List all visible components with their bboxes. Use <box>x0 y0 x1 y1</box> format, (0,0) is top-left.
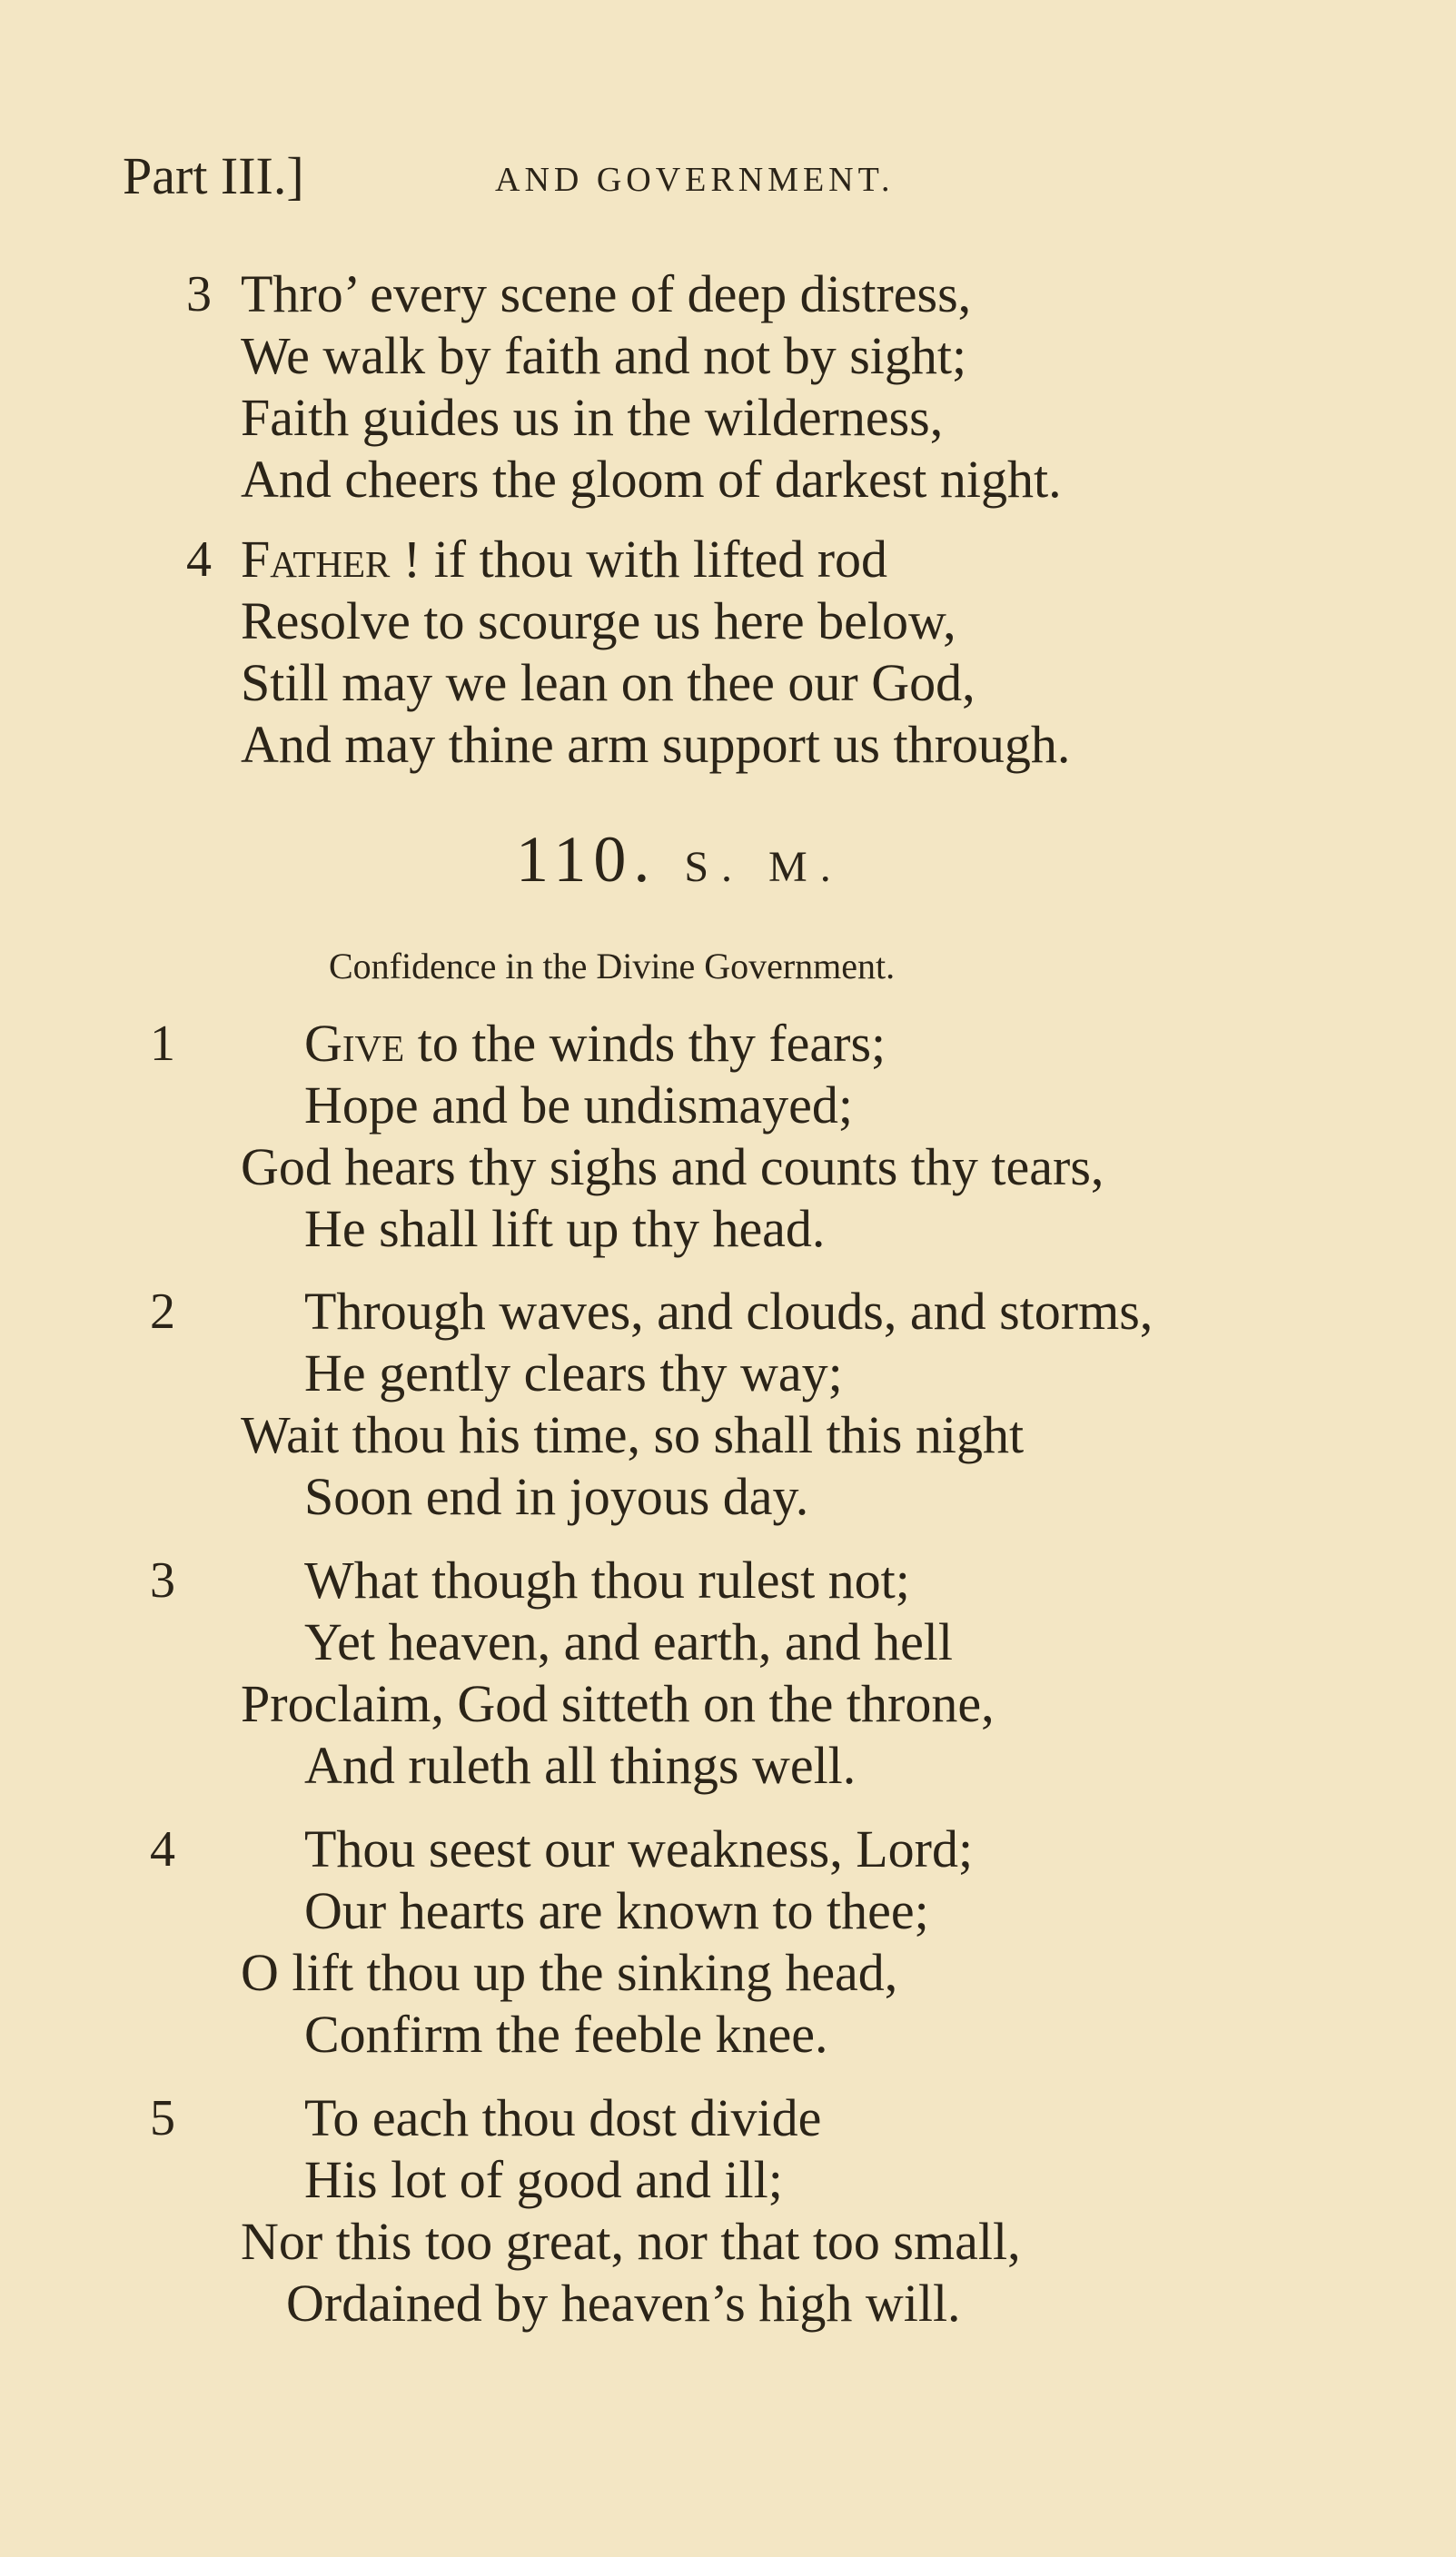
verse-line: Our hearts are known to thee; <box>304 1881 929 1940</box>
verse-line: What though thou rulest not; <box>304 1551 910 1610</box>
verse-line: He shall lift up thy head. <box>304 1199 826 1258</box>
verse-line: Wait thou his time, so shall this night <box>241 1405 1025 1464</box>
verse-line: To each thou dost divide <box>304 2088 822 2147</box>
verse-line: Faith guides us in the wilderness, <box>241 388 944 447</box>
verse-line: And may thine arm support us through. <box>241 715 1071 774</box>
stanza-number: 2 <box>150 1283 175 1340</box>
hymn-number: 110. <box>516 823 658 896</box>
verse-line: Resolve to scourge us here below, <box>241 591 956 650</box>
verse-line: Yet heaven, and earth, and hell <box>304 1612 954 1671</box>
verse-line: Confirm the feeble knee. <box>304 2005 828 2064</box>
verse-line: And ruleth all things well. <box>304 1736 857 1795</box>
verse-line <box>241 529 887 590</box>
verse-line: And cheers the gloom of darkest night. <box>241 450 1062 509</box>
verse-line: Thou seest our weakness, Lord; <box>304 1819 974 1878</box>
verse-line-rest: to the winds thy fears; <box>404 1014 886 1073</box>
stanza-number: 3 <box>186 266 212 322</box>
verse-line: Thro’ every scene of deep distress, <box>241 264 972 323</box>
running-title: AND GOVERNMENT. <box>495 161 895 199</box>
hymn-meter: S. M. <box>684 843 844 891</box>
verse-line: Through waves, and clouds, and storms, <box>304 1282 1154 1341</box>
hymn-heading <box>516 822 844 897</box>
verse-line: Ordained by heaven’s high will. <box>286 2274 961 2333</box>
verse-line: God hears thy sighs and counts thy tears, <box>241 1137 1104 1196</box>
verse-line: Proclaim, God sitteth on the throne, <box>241 1674 995 1733</box>
hymn-subtitle: Confidence in the Divine Government. <box>329 946 896 986</box>
verse-line-rest: ! if thou with lifted rod <box>390 530 888 589</box>
verse-line: He gently clears thy way; <box>304 1343 843 1402</box>
verse-line <box>304 1013 886 1075</box>
stanza-number: 1 <box>150 1016 175 1072</box>
first-word: Give <box>304 1014 405 1073</box>
verse-line: We walk by faith and not by sight; <box>241 326 967 385</box>
verse-line: Hope and be undismayed; <box>304 1075 854 1135</box>
verse-line: Still may we lean on thee our God, <box>241 653 976 712</box>
stanza-number: 3 <box>150 1552 175 1609</box>
first-word: Father <box>241 530 391 589</box>
stanza-number: 4 <box>186 531 212 588</box>
stanza-number: 5 <box>150 2090 175 2146</box>
stanza-number: 4 <box>150 1821 175 1878</box>
verse-line: O lift thou up the sinking head, <box>241 1943 898 2002</box>
part-label: Part III.] <box>123 146 304 205</box>
verse-line: Soon end in joyous day. <box>304 1467 809 1526</box>
verse-line: Nor this too great, nor that too small, <box>241 2212 1021 2271</box>
verse-line: His lot of good and ill; <box>304 2150 783 2209</box>
